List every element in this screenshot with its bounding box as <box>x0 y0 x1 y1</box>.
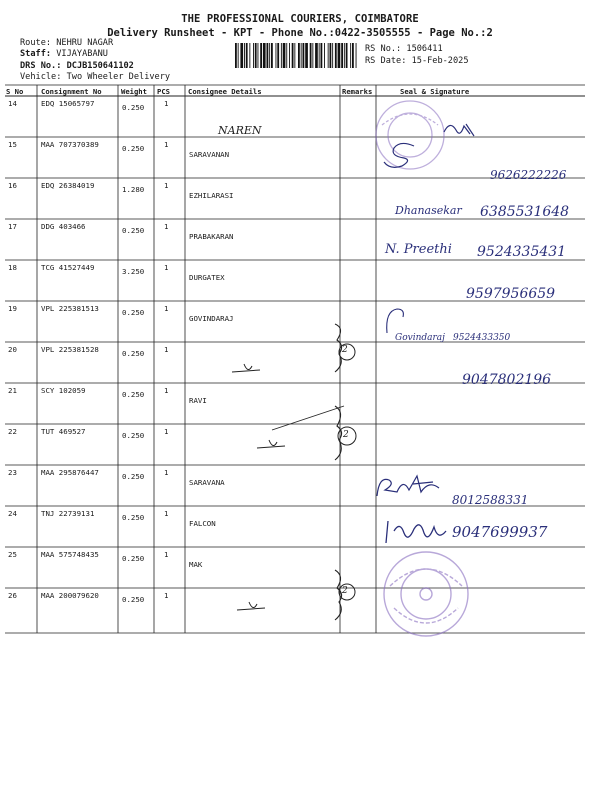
row-sno: 20 <box>8 345 17 354</box>
company-title: THE PROFESSIONAL COURIERS, COIMBATORE <box>181 13 419 25</box>
row-weight: 0.250 <box>122 226 145 235</box>
row-pcs: 1 <box>164 591 169 600</box>
drs-value: DCJB150641102 <box>66 61 134 71</box>
row-sno: 18 <box>8 263 17 272</box>
initial-mark-20 <box>230 360 266 376</box>
row-consignment-no: MAA 295876447 <box>41 468 99 477</box>
row-pcs: 1 <box>164 550 169 559</box>
row-pcs: 1 <box>164 468 169 477</box>
col-consignment: Consignment No <box>41 87 102 96</box>
row-pcs: 1 <box>164 427 169 436</box>
route-value: NEHRU NAGAR <box>56 38 114 48</box>
row-pcs: 1 <box>164 386 169 395</box>
handwritten-phone-23: 8012588331 <box>452 493 529 507</box>
handwritten-name-19: Govindaraj <box>395 333 445 343</box>
row-consignee: EZHILARASI <box>189 191 234 200</box>
row-weight: 0.250 <box>122 513 145 522</box>
row-sno: 24 <box>8 509 17 518</box>
row-consignment-no: MAA 707370389 <box>41 140 99 149</box>
row-consignee: SARAVANA <box>189 478 225 487</box>
rs-no-value: 1506411 <box>406 44 443 54</box>
row-consignment-no: TCG 41527449 <box>41 263 95 272</box>
row-sno: 21 <box>8 386 17 395</box>
row-weight: 3.250 <box>122 267 145 276</box>
handwritten-name-17: N. Preethi <box>385 242 452 257</box>
row-consignment-no: VPL 225381513 <box>41 304 99 313</box>
row-weight: 0.250 <box>122 349 145 358</box>
row-pcs: 1 <box>164 140 169 149</box>
row-consignee: MAK <box>189 560 203 569</box>
signature-15 <box>380 140 420 170</box>
row-consignee: DURGATEX <box>189 273 225 282</box>
row-consignment-no: VPL 225381528 <box>41 345 99 354</box>
rs-no-label: RS No.: <box>365 44 402 54</box>
signature-23 <box>373 470 445 502</box>
rs-date-value: 15-Feb-2025 <box>411 56 469 66</box>
row-consignment-no: DDG 403466 <box>41 222 86 231</box>
handwritten-name-16: Dhanasekar <box>395 204 462 217</box>
group-mark-3: 2 <box>342 586 348 596</box>
runsheet-subtitle: Delivery Runsheet - KPT - Phone No.:0422-3505555 - Page No.:2 <box>107 27 493 39</box>
signature-24 <box>380 513 450 547</box>
row-weight: 0.250 <box>122 595 145 604</box>
row-sno: 22 <box>8 427 17 436</box>
row-weight: 0.250 <box>122 103 145 112</box>
rs-date-label: RS Date: <box>365 56 407 66</box>
row-sno: 15 <box>8 140 17 149</box>
row-consignment-no: SCY 102059 <box>41 386 86 395</box>
row-sno: 17 <box>8 222 17 231</box>
row-consignee: PRABAKARAN <box>189 232 234 241</box>
vehicle-value: Two Wheeler Delivery <box>66 72 171 82</box>
handwritten-phone-18: 9597956659 <box>466 286 556 302</box>
handwritten-name-14: NAREN <box>218 124 262 137</box>
row-sno: 16 <box>8 181 17 190</box>
col-sno: S No <box>6 87 24 96</box>
col-consignee: Consignee Details <box>188 87 262 96</box>
handwritten-phone-17: 9524335431 <box>477 244 567 260</box>
staff-value: VIJAYABANU <box>56 49 108 59</box>
drs-label: DRS No.: <box>20 61 62 71</box>
row-weight: 0.250 <box>122 554 145 563</box>
row-consignment-no: MAA 200079620 <box>41 591 99 600</box>
row-weight: 0.250 <box>122 144 145 153</box>
row-consignment-no: EDQ 26384019 <box>41 181 95 190</box>
row-pcs: 1 <box>164 509 169 518</box>
row-pcs: 1 <box>164 345 169 354</box>
handwritten-phone-24: 9047699937 <box>452 523 548 541</box>
row-pcs: 1 <box>164 304 169 313</box>
signature-14 <box>440 118 480 140</box>
handwritten-phone-16: 6385531648 <box>480 204 570 220</box>
initial-mark-26 <box>235 598 271 614</box>
row-consignment-no: MAA 575748435 <box>41 550 99 559</box>
row-consignee: SARAVANAN <box>189 150 230 159</box>
row-pcs: 1 <box>164 181 169 190</box>
col-pcs: PCS <box>157 87 170 96</box>
route-label: Route: <box>20 38 52 48</box>
handwritten-phone-15: 9626222226 <box>490 168 567 182</box>
row-weight: 1.280 <box>122 185 145 194</box>
row-weight: 0.250 <box>122 308 145 317</box>
col-seal-signature: Seal & Signature <box>400 87 470 96</box>
group-mark-2: 2 <box>343 430 349 440</box>
handwritten-phone-20: 9047802196 <box>462 372 552 388</box>
row-sno: 25 <box>8 550 17 559</box>
seal-stamp-bottom <box>376 546 476 642</box>
row-sno: 19 <box>8 304 17 313</box>
handwritten-phone-19: 9524433350 <box>453 333 511 343</box>
row-consignee: RAVI <box>189 396 207 405</box>
row-consignment-no: TUT 469527 <box>41 427 86 436</box>
row-weight: 0.250 <box>122 431 145 440</box>
row-pcs: 1 <box>164 263 169 272</box>
group-mark-1: 2 <box>342 345 348 355</box>
row-sno: 23 <box>8 468 17 477</box>
row-consignee: GOVINDARAJ <box>189 314 234 323</box>
row-pcs: 1 <box>164 222 169 231</box>
row-pcs: 1 <box>164 99 169 108</box>
row-sno: 14 <box>8 99 17 108</box>
row-consignee: FALCON <box>189 519 216 528</box>
vehicle-label: Vehicle: <box>20 72 62 82</box>
staff-label: Staff: <box>20 49 52 59</box>
row-consignment-no: TNJ 22739131 <box>41 509 95 518</box>
row-consignment-no: EDQ 15065797 <box>41 99 95 108</box>
col-remarks: Remarks <box>342 87 373 96</box>
row-weight: 0.250 <box>122 390 145 399</box>
col-weight: Weight <box>121 87 147 96</box>
row-weight: 0.250 <box>122 472 145 481</box>
row-sno: 26 <box>8 591 17 600</box>
initial-mark-22 <box>255 436 291 452</box>
